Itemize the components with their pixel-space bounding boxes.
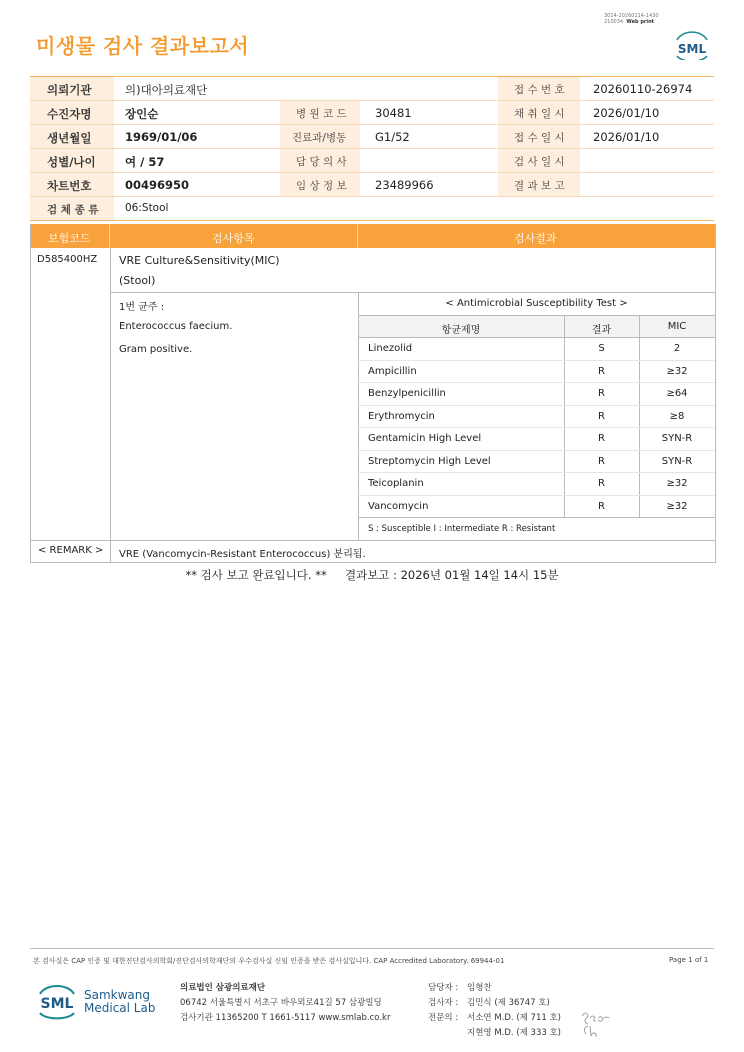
test-name: VRE Culture&Sensitivity(MIC) — [119, 254, 280, 267]
samkwang-logo — [36, 980, 78, 1020]
ast-row-divider — [358, 360, 715, 361]
staff-role: 검사자 : — [428, 998, 459, 1008]
ast-result: R — [598, 388, 605, 399]
ast-row-divider — [358, 495, 715, 496]
ast-drug-name: Benzylpenicillin — [368, 388, 446, 399]
ast-row-divider — [358, 450, 715, 451]
staff-name: 지현영 M.D. (제 333 호) — [467, 1028, 562, 1038]
label-department: 진료과/병동 — [292, 132, 347, 144]
ast-result: R — [598, 478, 605, 489]
ast-drug-name: Gentamicin High Level — [368, 433, 482, 444]
header-test-result: 검사결과 — [514, 232, 557, 245]
ast-row-divider — [358, 427, 715, 428]
label-report-date: 결 과 보 고 — [514, 180, 565, 192]
label-birth-date: 생년월일 — [47, 131, 92, 145]
staff-name: 김민식 (제 36747 호) — [467, 998, 550, 1008]
ast-result: R — [598, 365, 605, 377]
patient-info-table — [30, 76, 714, 221]
completion-message: ** 검사 보고 완료입니다. ** 결과보고 : 2026년 01월 14일 14시 15분 — [185, 568, 559, 582]
gram-stain: Gram positive. — [119, 344, 193, 355]
staff-role: 담당자 : — [428, 983, 459, 993]
label-accession-no: 접 수 번 호 — [514, 84, 565, 96]
ast-drug-name: Ampicillin — [368, 365, 417, 377]
ast-row-divider — [358, 382, 715, 383]
ast-result: R — [598, 410, 605, 422]
value-birth-date: 1969/01/06 — [125, 130, 198, 144]
ast-drug-name: Erythromycin — [368, 410, 435, 422]
label-patient-name: 수진자명 — [47, 107, 92, 121]
value-patient-name: 장인순 — [125, 107, 159, 121]
label-sex-age: 성별/나이 — [47, 155, 96, 169]
staff-name: 서소연 M.D. (제 711 호) — [467, 1013, 562, 1023]
logo-text: SML — [677, 42, 707, 56]
staff-role: 전문의 : — [428, 1013, 459, 1023]
value-requester: 의)대아의료재단 — [125, 83, 208, 97]
ast-header-mic: MIC — [667, 321, 687, 332]
value-chart-no: 00496950 — [125, 178, 190, 192]
label-clinical-info: 임 상 정 보 — [296, 180, 347, 192]
org-address: 06742 서울특별시 서초구 바우뫼로41길 57 삼광빌딩 — [180, 998, 382, 1008]
footer-logo-text: SML — [40, 996, 74, 1012]
value-specimen: 06:Stool — [125, 202, 169, 214]
footer-divider — [30, 948, 714, 949]
label-doctor: 담 당 의 사 — [296, 156, 347, 168]
specimen-label: (Stool) — [119, 274, 156, 287]
ast-mic: SYN-R — [661, 433, 693, 444]
ast-legend: S : Susceptible I : Intermediate R : Resistant — [368, 524, 556, 534]
ast-drug-name: Teicoplanin — [368, 478, 424, 489]
results-table — [30, 224, 716, 563]
label-chart-no: 차트번호 — [47, 179, 92, 193]
org-contact: 검사기관 11365200 T 1661-5117 www.smlab.co.kr — [180, 1013, 391, 1023]
ast-mic: ≥8 — [669, 410, 685, 422]
ast-mic: ≥64 — [666, 388, 688, 399]
organism-name: Enterococcus faecium. — [119, 321, 233, 332]
info-row — [30, 77, 714, 101]
print-id-line1: 3014-20260114-1430 — [604, 13, 659, 19]
report-title: 미생물 검사 결과보고서 — [36, 34, 250, 58]
label-test-date: 검 사 일 시 — [514, 156, 565, 168]
value-accession-no: 20260110-26974 — [593, 82, 693, 96]
print-id-line2: 210034 — [604, 19, 624, 25]
info-row — [30, 101, 714, 125]
ast-drug-name: Streptomycin High Level — [368, 455, 491, 467]
value-department: G1/52 — [375, 130, 410, 144]
value-hospital-code: 30481 — [375, 106, 412, 120]
organism-label: 1번 균주 : — [119, 302, 165, 313]
info-row — [30, 173, 714, 197]
header-test-item: 검사항목 — [212, 232, 255, 245]
ast-result: R — [598, 500, 605, 512]
ast-mic: SYN-R — [661, 455, 693, 467]
ast-mic: ≥32 — [666, 500, 688, 512]
print-type: Web print — [626, 19, 655, 25]
logo-name-line2: Medical Lab — [84, 1001, 156, 1015]
header-insurance-code: 보험코드 — [48, 232, 91, 245]
remark-label: < REMARK > — [38, 545, 104, 556]
label-requester: 의뢰기관 — [47, 83, 92, 97]
logo-name-line1: Samkwang — [84, 988, 150, 1002]
ast-row-divider — [358, 472, 715, 473]
value-received-date: 2026/01/10 — [593, 130, 660, 144]
ast-result: R — [598, 433, 605, 444]
print-id — [604, 13, 659, 25]
ast-result: R — [598, 455, 605, 467]
ast-drug-name: Linezolid — [368, 343, 413, 354]
ast-title: < Antimicrobial Susceptibility Test > — [445, 298, 628, 309]
label-hospital-code: 병 원 코 드 — [296, 108, 347, 120]
ast-drug-name: Vancomycin — [368, 500, 429, 512]
label-received-date: 접 수 일 시 — [514, 132, 565, 144]
signature-image — [578, 1008, 612, 1040]
value-collection-date: 2026/01/10 — [593, 106, 660, 120]
insurance-code: D585400HZ — [37, 254, 98, 265]
info-row — [30, 125, 714, 149]
ast-mic: ≥32 — [666, 478, 688, 489]
staff-name: 임형찬 — [467, 983, 492, 993]
ast-header-result: 결과 — [591, 325, 612, 336]
value-sex-age: 여 / 57 — [125, 155, 165, 169]
org-name: 의료법인 삼광의료재단 — [180, 983, 266, 993]
ast-result: S — [598, 343, 605, 354]
ast-mic: ≥32 — [666, 365, 688, 377]
samkwang-logo-name — [84, 989, 155, 1015]
page-number: Page 1 of 1 — [669, 956, 709, 964]
sml-logo — [672, 28, 712, 60]
remark-text: VRE (Vancomycin-Resistant Enterococcus) 분리됨. — [119, 549, 366, 560]
ast-row-divider — [358, 405, 715, 406]
label-collection-date: 채 취 일 시 — [514, 108, 565, 120]
ast-mic: 2 — [673, 343, 681, 354]
ast-header-drug: 항균제명 — [441, 325, 481, 336]
info-row — [30, 149, 714, 173]
info-row — [30, 197, 714, 220]
value-clinical-info: 23489966 — [375, 178, 434, 192]
accreditation-note: 본 검사실은 CAP 인증 및 대한진단검사의학회/진단검사의학재단의 우수검사실 신임 인증을 받은 검사실입니다. CAP Accredited Laboratory. 69944-01 — [33, 957, 505, 965]
label-specimen: 검 체 종 류 — [47, 204, 99, 216]
